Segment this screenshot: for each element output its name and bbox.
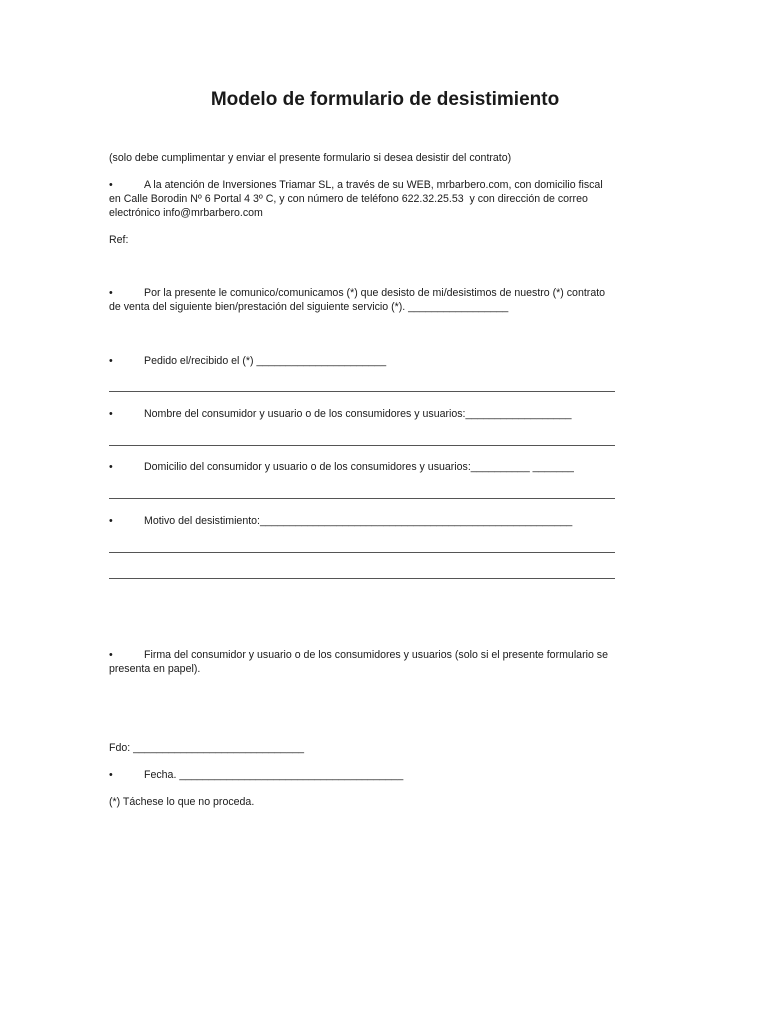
reason-field: Motivo del desistimiento:_____________________________________________________ xyxy=(144,515,573,527)
bullet: • xyxy=(109,649,113,661)
ref-label: Ref: xyxy=(109,234,129,246)
blank-line xyxy=(109,498,615,499)
attention-line-1: A la atención de Inversiones Triamar SL, a través de su WEB, mrbarbero.com, con domicilio fiscal xyxy=(144,179,603,191)
bullet: • xyxy=(109,355,113,367)
document-title: Modelo de formulario de desistimiento xyxy=(210,89,560,110)
signature-line-2: presenta en papel). xyxy=(109,663,201,675)
blank-line xyxy=(109,552,615,553)
intro-text: (solo debe cumplimentar y enviar el presente formulario si desea desistir del contrato) xyxy=(109,152,512,164)
order-field: Pedido el/recibido el (*) ______________________ xyxy=(144,355,387,367)
attention-line-3: electrónico info@mrbarbero.com xyxy=(109,207,263,219)
bullet: • xyxy=(109,769,113,781)
footnote: (*) Táchese lo que no proceda. xyxy=(109,796,255,808)
date-field: Fecha. ______________________________________ xyxy=(144,769,404,781)
blank-line xyxy=(109,391,615,392)
bullet: • xyxy=(109,515,113,527)
notice-line-2: de venta del siguiente bien/prestación del siguiente servicio (*). _________________ xyxy=(109,301,509,313)
blank-line xyxy=(109,578,615,579)
fdo-field: Fdo: _____________________________ xyxy=(109,742,305,754)
bullet: • xyxy=(109,287,113,299)
consumer-address-field: Domicilio del consumidor y usuario o de los consumidores y usuarios:__________ _______ xyxy=(144,461,574,473)
bullet: • xyxy=(109,461,113,473)
notice-line-1: Por la presente le comunico/comunicamos (*) que desisto de mi/desistimos de nuestro (*) contrato xyxy=(144,287,606,299)
consumer-name-field: Nombre del consumidor y usuario o de los consumidores y usuarios:__________________ xyxy=(144,408,572,420)
bullet: • xyxy=(109,408,113,420)
signature-line-1: Firma del consumidor y usuario o de los consumidores y usuarios (solo si el presente formulario se xyxy=(144,649,608,661)
bullet: • xyxy=(109,179,113,191)
attention-line-2: en Calle Borodin Nº 6 Portal 4 3º C, y con número de teléfono 622.32.25.53 y con dirección de correo xyxy=(109,193,588,205)
blank-line xyxy=(109,445,615,446)
